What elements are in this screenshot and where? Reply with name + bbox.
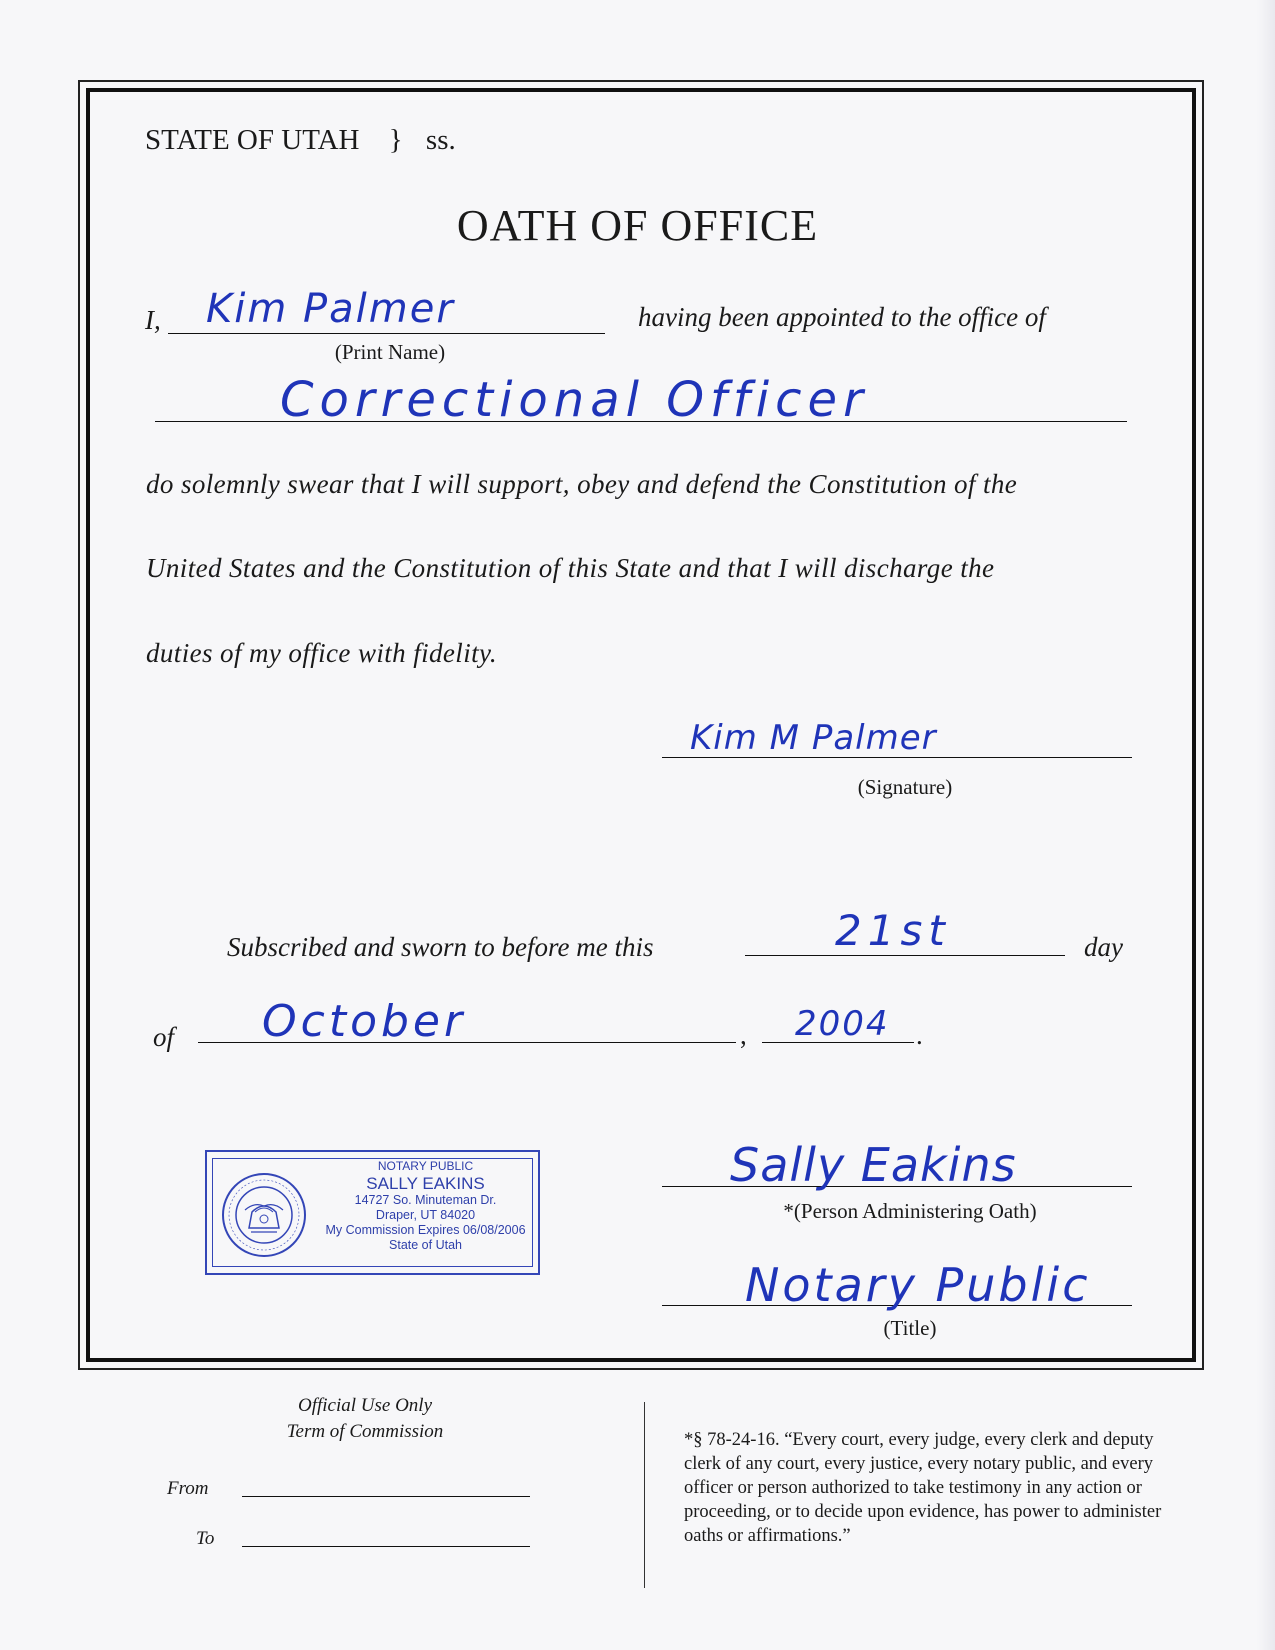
footer-divider [644, 1402, 645, 1588]
ss-label: ss. [425, 124, 456, 156]
from-field[interactable] [242, 1496, 530, 1497]
official-use-heading: Official Use Only [297, 1395, 433, 1416]
oath-body-line-2: United States and the Constitution of this State and that I will discharge the [146, 553, 995, 583]
stamp-line-address: 14727 So. Minuteman Dr. [354, 1193, 497, 1207]
i-label: I, [145, 305, 161, 335]
handwritten-month: October [262, 996, 467, 1047]
statute-footnote: *§ 78-24-16. “Every court, every judge, every clerk and deputy clerk of any court, every justice, every notary public, and every officer or person authorized to take testimony in any action or proceeding, or to decide upon evidence, has power to administer oaths or affirmations.” [684, 1430, 1162, 1546]
handwritten-signature: Kim M Palmer [690, 718, 937, 758]
notary-stamp [205, 1150, 540, 1275]
to-label: To [196, 1528, 215, 1549]
day-label: day [1084, 932, 1123, 962]
day-line [745, 955, 1065, 956]
handwritten-office-title: Correctional Officer [280, 372, 869, 428]
oath-body-line-1: do solemnly swear that I will support, obey and defend the Constitution of the [146, 469, 1018, 499]
notary-stamp-text [317, 1159, 534, 1253]
stamp-line-notary-public: NOTARY PUBLIC [377, 1159, 474, 1173]
oath-body-line-3: duties of my office with fidelity. [146, 638, 498, 668]
stamp-line-state: State of Utah [389, 1238, 462, 1252]
print-name-caption: (Print Name) [334, 340, 446, 364]
signature-caption: (Signature) [857, 775, 953, 799]
of-label: of [153, 1022, 175, 1052]
subscribed-text: Subscribed and sworn to before me this [227, 932, 654, 962]
stamp-line-notary-name: SALLY EAKINS [366, 1174, 485, 1193]
stamp-line-city: Draper, UT 84020 [375, 1208, 476, 1222]
state-seal-icon [221, 1172, 307, 1258]
state-name: STATE OF UTAH [145, 124, 360, 156]
from-label: From [167, 1478, 209, 1499]
handwritten-year: 2004 [795, 1004, 890, 1044]
handwritten-administrator-signature: Sally Eakins [730, 1138, 1017, 1192]
brace: } [388, 124, 403, 156]
appointed-text: having been appointed to the office of [638, 302, 1046, 332]
stamp-line-expiration: My Commission Expires 06/08/2006 [325, 1223, 526, 1237]
handwritten-day: 21st [835, 906, 951, 955]
state-heading [145, 124, 456, 157]
title-caption: (Title) [883, 1316, 937, 1340]
term-of-commission-heading: Term of Commission [286, 1421, 444, 1442]
to-field[interactable] [242, 1546, 530, 1547]
print-name-line [168, 333, 605, 334]
handwritten-title: Notary Public [745, 1258, 1091, 1312]
handwritten-print-name: Kim Palmer [206, 286, 455, 332]
administrator-caption: *(Person Administering Oath) [783, 1199, 1037, 1223]
period: . [916, 1020, 923, 1050]
page-title: OATH OF OFFICE [456, 201, 819, 250]
comma: , [740, 1020, 747, 1050]
